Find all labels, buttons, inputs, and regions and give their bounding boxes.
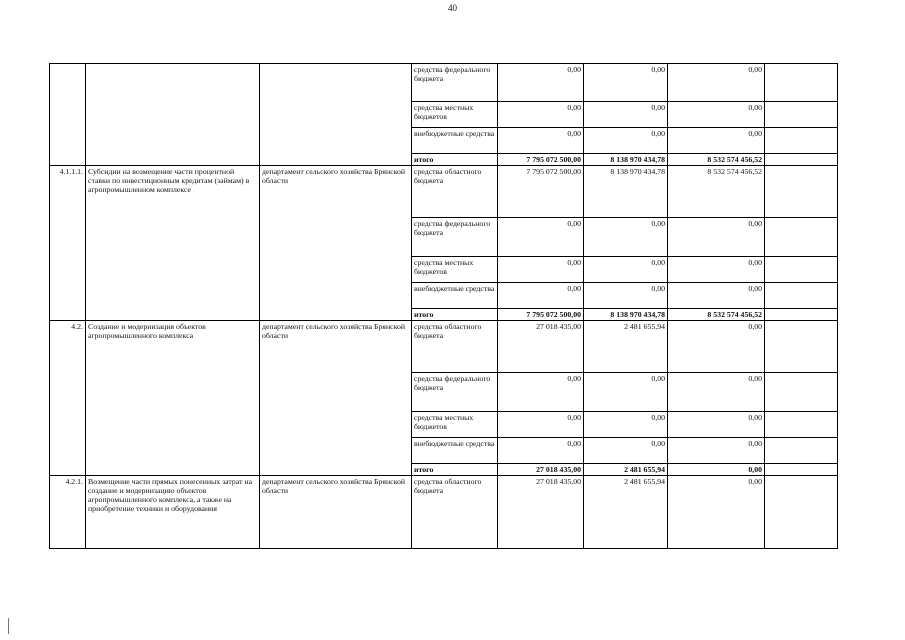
amount-year-2: 0,00 bbox=[584, 438, 668, 464]
amount-year-1: 7 795 072 500,00 bbox=[498, 154, 584, 166]
empty-cell bbox=[765, 438, 838, 464]
amount-year-3: 0,00 bbox=[668, 464, 765, 476]
amount-year-1: 27 018 435,00 bbox=[498, 321, 584, 373]
amount-year-1: 0,00 bbox=[498, 102, 584, 128]
empty-cell bbox=[765, 283, 838, 309]
item-name: Создание и модернизация объектов агропромышленного комплекса bbox=[86, 321, 260, 476]
amount-year-3: 0,00 bbox=[668, 257, 765, 283]
funding-source: внебюджетные средства bbox=[412, 283, 498, 309]
scan-edge-mark bbox=[8, 618, 9, 634]
funding-source: внебюджетные средства bbox=[412, 438, 498, 464]
amount-year-1: 0,00 bbox=[498, 128, 584, 154]
funding-source: итого bbox=[412, 464, 498, 476]
amount-year-3: 0,00 bbox=[668, 102, 765, 128]
empty-cell bbox=[765, 464, 838, 476]
amount-year-3: 0,00 bbox=[668, 128, 765, 154]
amount-year-2: 0,00 bbox=[584, 128, 668, 154]
amount-year-2: 0,00 bbox=[584, 412, 668, 438]
funding-source: итого bbox=[412, 309, 498, 321]
table-row bbox=[50, 476, 838, 549]
amount-year-1: 27 018 435,00 bbox=[498, 464, 584, 476]
empty-cell bbox=[765, 321, 838, 373]
funding-source: средства областного бюджета bbox=[412, 321, 498, 373]
amount-year-2: 0,00 bbox=[584, 64, 668, 102]
item-name: Возмещение части прямых понесенных затрат на создание и модернизацию объектов агропромышленного комплекса, а также на приобретение техники и оборудования bbox=[86, 476, 260, 549]
table-row bbox=[50, 321, 838, 373]
empty-cell bbox=[765, 412, 838, 438]
amount-year-3: 0,00 bbox=[668, 218, 765, 257]
funding-source: средства местных бюджетов bbox=[412, 257, 498, 283]
amount-year-3: 0,00 bbox=[668, 283, 765, 309]
empty-cell bbox=[765, 64, 838, 102]
amount-year-3: 0,00 bbox=[668, 438, 765, 464]
amount-year-3: 0,00 bbox=[668, 476, 765, 549]
executor: департамент сельского хозяйства Брянской области bbox=[260, 321, 412, 476]
empty-cell bbox=[765, 218, 838, 257]
amount-year-1: 0,00 bbox=[498, 412, 584, 438]
empty-cell bbox=[765, 102, 838, 128]
funding-source: средства местных бюджетов bbox=[412, 102, 498, 128]
amount-year-2: 2 481 655,94 bbox=[584, 464, 668, 476]
amount-year-2: 0,00 bbox=[584, 218, 668, 257]
page-number: 40 bbox=[448, 3, 457, 13]
funding-source: средства федерального бюджета bbox=[412, 218, 498, 257]
item-code: 4.1.1.1. bbox=[50, 166, 86, 321]
amount-year-2: 0,00 bbox=[584, 257, 668, 283]
amount-year-2: 8 138 970 434,78 bbox=[584, 154, 668, 166]
amount-year-1: 7 795 072 500,00 bbox=[498, 166, 584, 218]
funding-source: средства областного бюджета bbox=[412, 476, 498, 549]
amount-year-2: 0,00 bbox=[584, 102, 668, 128]
amount-year-2: 8 138 970 434,78 bbox=[584, 309, 668, 321]
amount-year-3: 8 532 574 456,52 bbox=[668, 309, 765, 321]
item-code: 4.2. bbox=[50, 321, 86, 476]
amount-year-2: 0,00 bbox=[584, 283, 668, 309]
executor bbox=[260, 64, 412, 166]
amount-year-1: 0,00 bbox=[498, 257, 584, 283]
empty-cell bbox=[765, 476, 838, 549]
amount-year-2: 2 481 655,94 bbox=[584, 321, 668, 373]
amount-year-3: 0,00 bbox=[668, 412, 765, 438]
item-name bbox=[86, 64, 260, 166]
executor: департамент сельского хозяйства Брянской области bbox=[260, 476, 412, 549]
executor: департамент сельского хозяйства Брянской области bbox=[260, 166, 412, 321]
amount-year-1: 0,00 bbox=[498, 373, 584, 412]
empty-cell bbox=[765, 154, 838, 166]
amount-year-2: 2 481 655,94 bbox=[584, 476, 668, 549]
amount-year-1: 0,00 bbox=[498, 64, 584, 102]
empty-cell bbox=[765, 128, 838, 154]
amount-year-3: 8 532 574 456,52 bbox=[668, 154, 765, 166]
empty-cell bbox=[765, 373, 838, 412]
amount-year-1: 0,00 bbox=[498, 438, 584, 464]
budget-table bbox=[49, 63, 838, 549]
amount-year-1: 0,00 bbox=[498, 283, 584, 309]
empty-cell bbox=[765, 309, 838, 321]
amount-year-3: 8 532 574 456,52 bbox=[668, 166, 765, 218]
amount-year-3: 0,00 bbox=[668, 64, 765, 102]
item-name: Субсидии на возмещение части процентной ставки по инвестиционным кредитам (займам) в агропромышленном комплексе bbox=[86, 166, 260, 321]
amount-year-2: 0,00 bbox=[584, 373, 668, 412]
empty-cell bbox=[765, 257, 838, 283]
funding-source: средства федерального бюджета bbox=[412, 64, 498, 102]
table-row bbox=[50, 64, 838, 102]
amount-year-1: 7 795 072 500,00 bbox=[498, 309, 584, 321]
funding-source: внебюджетные средства bbox=[412, 128, 498, 154]
funding-source: средства местных бюджетов bbox=[412, 412, 498, 438]
funding-source: итого bbox=[412, 154, 498, 166]
amount-year-3: 0,00 bbox=[668, 321, 765, 373]
amount-year-1: 0,00 bbox=[498, 218, 584, 257]
amount-year-1: 27 018 435,00 bbox=[498, 476, 584, 549]
funding-source: средства областного бюджета bbox=[412, 166, 498, 218]
table-row bbox=[50, 166, 838, 218]
item-code: 4.2.1. bbox=[50, 476, 86, 549]
funding-source: средства федерального бюджета bbox=[412, 373, 498, 412]
amount-year-3: 0,00 bbox=[668, 373, 765, 412]
item-code bbox=[50, 64, 86, 166]
amount-year-2: 8 138 970 434,78 bbox=[584, 166, 668, 218]
empty-cell bbox=[765, 166, 838, 218]
